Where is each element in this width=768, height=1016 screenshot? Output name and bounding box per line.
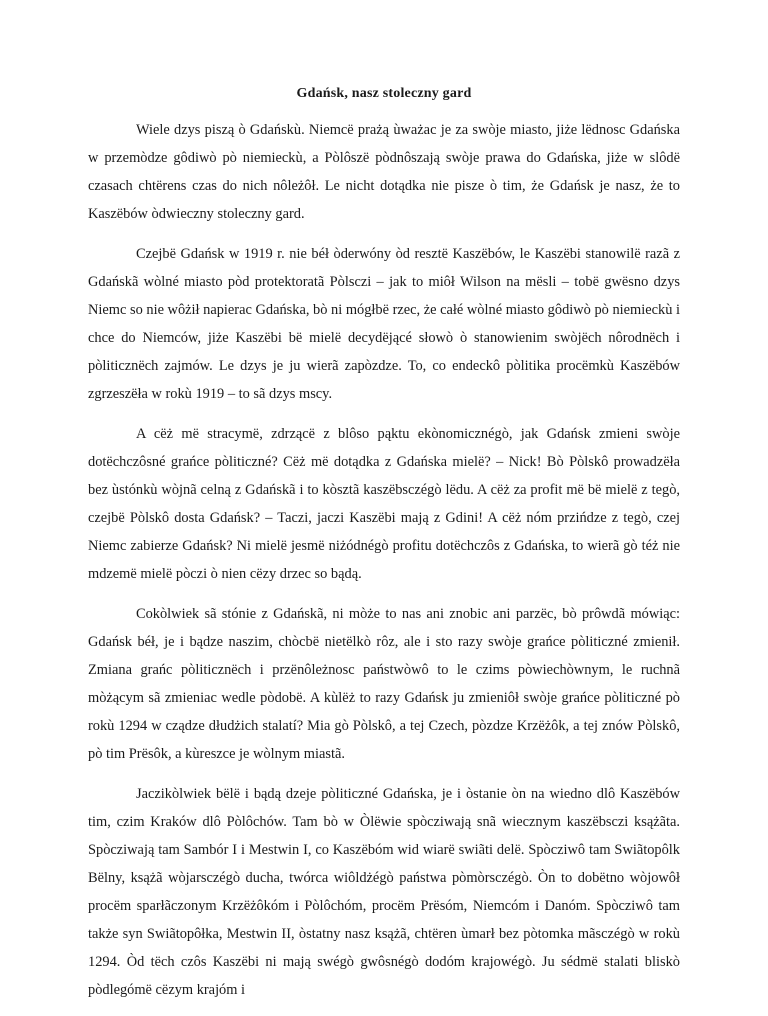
document-body [88, 116, 680, 1016]
document-title: Gdańsk, nasz stoleczny gard [296, 86, 472, 101]
paragraph: Cokòlwiek sã stónie z Gdańskã, ni mòże to nas ani znobic ani parzëc, bò prôwdã mówiąc: Gdańsk béł, je i bądze naszim, chòcbë nietëlkò rôz, ale i sto razy swòje grańce pòliticzné zmienił. Zmiana grańc pòliticznëch i przënôleżnosc państwòwô to le czims pòwiechòwnym, le ruchnã mòżącym sã zmieniac wedle pòdobë. A kùlëż to razy Gdańsk ju zmieniôł swòje grańce pòliticzné pò rokù 1294 w cządze dłudżich stalatí? Mia gò Pòlskô, a tej Czech, pòzdze Krzëżôk, a tej znów Pòlskô, pò tim Prësôk, a kùreszce je wòlnym miastã. [88, 606, 680, 762]
paragraph: A cëż më stracymë, zdrzącë z blôso pąktu ekònomicznégò, jak Gdańsk zmieni swòje dotëchczôsné grańce pòliticzné? Cëż më dotądka z Gdańska mielë? – Nick! Bò Pòlskô prowadzëła bez ùstónkù wòjnã celną z Gdańskã i to kòsztã kaszëbsczégò lëdu. A cëż za profit më bë mielë z tegò, czejbë Pòlskô dosta Gdańsk? – Taczi, jaczi Kaszëbi mają z Gdini! A cëż nóm przińdze z tegò, czej Niemc zabierze Gdańsk? Ni mielë jesmë niżódnégò profitu dotëchczôs z Gdańska, to wierã gò téż nie mdzemë mielë pòczi ò nien cëzy drzec so bądą. [88, 426, 680, 582]
paragraph: Czejbë Gdańsk w 1919 r. nie béł òderwóny òd resztë Kaszëbów, le Kaszëbi stanowilë razã z Gdańskã wòlné miasto pòd protektoratã Pòlsczi – jak to miôł Wilson na mësli – tobë gwësno dzys Niemc so nie wôżił napierac Gdańska, bò ni mógłbë rzec, że całé wòlné miasto gôdiwò pò niemieckù i chce do Niemców, jiże Kaszëbi bë mielë decydëjącé słowò ò stanowienim swòjëch nôrodnëch i pòliticznëch zajmów. Le dzys je ju wierã zapòzdze. To, co endeckô pòlitika procëmkù Kaszëbów zgrzeszëła w rokù 1919 – to sã dzys mscy. [88, 246, 680, 402]
paragraph: Jaczikòlwiek bëlë i bądą dzeje pòliticzné Gdańska, je i òstanie òn na wiedno dlô Kaszëbów tim, czim Kraków dlô Pòlôchów. Tam bò w Òlëwie spòcziwają snã wiecznym kaszëbsczi ksążãta. Spòcziwają tam Sambór I i Mestwin I, co Kaszëbóm wid wiarë swiãti delë. Spòcziwô tam Swiãtopôlk Bëlny, ksążã wòjarsczégò ducha, twórca wiôldżégò państwa pòmòrsczégò. Òn to dobëtno wòjowôł procëm sparłãczonym Krzëżôkóm i Pòlôchóm, procëm Prësóm, Niemcóm i Danóm. Spòcziwô tam także syn Swiãtopôłka, Mestwin II, òstatny nasz ksążã, chtëren ùmarł bez pòtomka mãsczégò w rokù 1294. Òd tëch czôs Kaszëbi ni mają swégò gwôsnégò dodóm krajowégò. Ju sédmë stalati bliskò pòdlegómë cëzym krajóm i [88, 786, 680, 998]
paragraph: Wiele dzys piszą ò Gdańskù. Niemcë prażą ùważac je za swòje miasto, jiże lëdnosc Gdańska w przemòdze gôdiwò pò niemieckù, a Pòlôszë pòdnôszają swòje prawa do Gdańska, jiże w slôdë czasach chtërens czas do nich nôleżôł. Le nicht dotądka nie pisze ò tim, że Gdańsk je nasz, że to Kaszëbów òdwieczny stoleczny gard. [88, 122, 680, 222]
